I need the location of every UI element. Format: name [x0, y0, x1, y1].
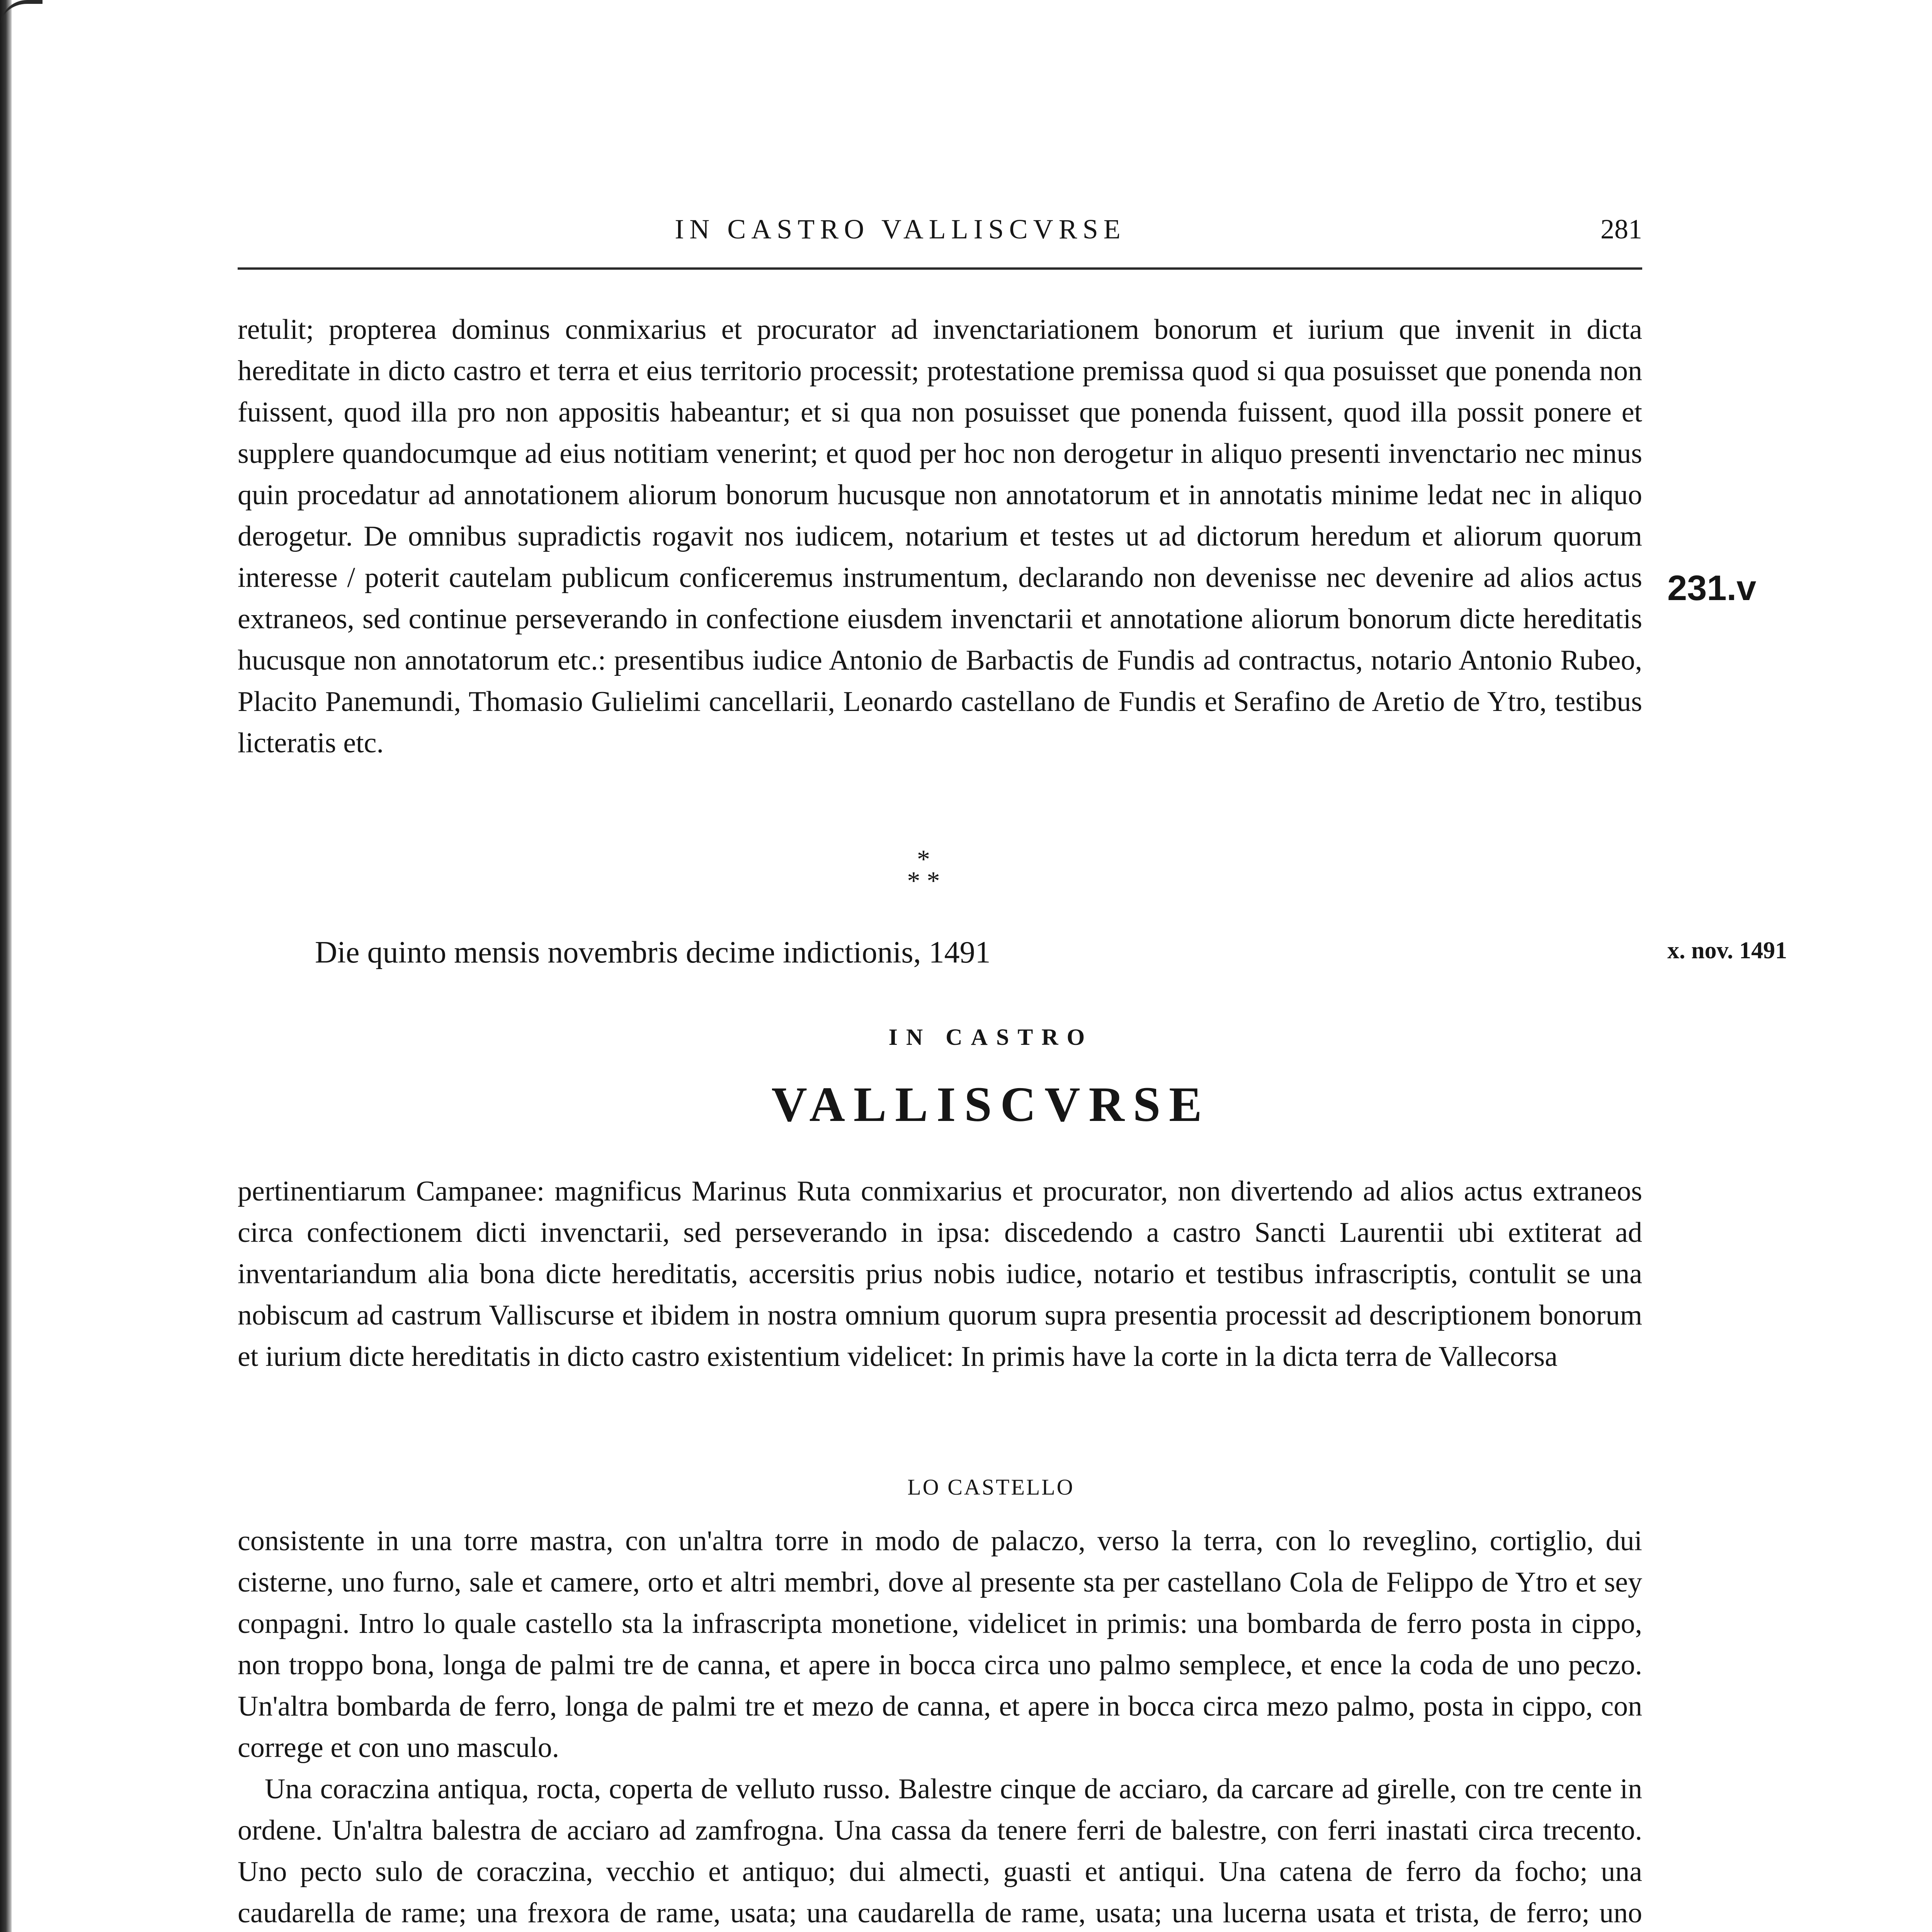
paragraph-3-text: consistente in una torre mastra, con un'altra torre in modo de palaczo, verso la terra, con lo reveglino, cortiglio, dui cisterne, uno furno, sale et camere, orto et altri membri, dove al presente sta per castellano Cola de Felippo de Ytro et sey conpagni. Intro lo quale castello sta la infrascripta monetione, videlicet in primis: una bombarda de ferro posta in cippo, non troppo bona, longa de palmi tre de canna, et apere in bocca circa uno palmo semplece, et ence la coda de uno peczo. Un'altra bombarda de ferro, longa de palmi tre et mezo de canna, et apere in bocca circa mezo palmo, posta in cippo, con correge et con uno masculo. — [238, 1525, 1642, 1764]
paragraph-consistente — [238, 1520, 1642, 1932]
page-edge-shadow — [0, 0, 12, 1932]
date-line: Die quinto mensis novembris decime indictionis, 1491 — [315, 935, 991, 969]
folio-note-231v: 231.v — [1667, 568, 1757, 608]
paragraph-4-text: Una coraczina antiqua, rocta, coperta de velluto russo. Balestre cinque de acciaro, da carcare ad girelle, con tre cente in ordene. Un'altra balestra de acciaro ad zamfrogna. Una cassa da tenere ferri de balestre, con ferri inastati circa trecento. Uno pecto sulo de coraczina, vecchio et antiquo; dui almecti, guasti et antiqui. Una catena de ferro da focho; una caudarella de rame; una frexora de rame, usata; una caudarella de rame, usata; una lucerna usata et trista, de ferro; uno — [238, 1773, 1642, 1929]
section-heading-large: VALLISCVRSE — [771, 1077, 1211, 1132]
date-margin-note: x. nov. 1491 — [1667, 937, 1787, 964]
running-head — [238, 213, 1642, 248]
subheading-lo-castello: LO CASTELLO — [907, 1475, 1075, 1500]
paragraph-retulit — [238, 309, 1642, 764]
section-heading-small: IN CASTRO — [888, 1024, 1094, 1050]
paragraph-1-text: retulit; propterea dominus conmixarius et procurator ad invenctariationem bonorum et iurium que invenit in dicta hereditate in dicto castro et terra et eius territorio processit; protestatione premissa quod si qua posuisset que ponenda non fuissent, quod illa pro non appositis habeantur; et si qua non posuisset que ponenda fuissent, quod illa possit ponere et supplere quandocumque ad eius notitiam venerint; et quod per hoc non derogetur in aliquo presenti invenctario nec minus quin procedatur ad annotationem aliorum bonorum hucusque non annotatorum et in annotatis minime ledat nec in aliquo derogetur. De omnibus supradictis rogavit nos iudicem, notarium et testes ut ad dictorum heredum et aliorum quorum interesse / poterit cautelam publicum conficeremus instrumentum, declarando non devenisse nec devenire ad alios actus extraneos, sed continue perseverando in confectione eiusdem invenctarii et annotatione aliorum bonorum dicte hereditatis hucusque non annotatorum etc.: presentibus iudice Antonio de Barbactis de Fundis ad contractus, notario Antonio Rubeo, Placito Panemundi, Thomasio Gulielimi cancellarii, Leonardo castellano de Fundis et Serafino de Aretio de Ytro, testibus licteratis etc. — [238, 314, 1642, 759]
asterism — [893, 844, 954, 906]
paragraph-2-text: pertinentiarum Campanee: magnificus Marinus Ruta conmixarius et procurator, non divertendo ad alios actus extraneos circa confectionem dicti invenctarii, sed perseverando in ipsa: discedendo a castro Sancti Laurentii ubi extiterat ad inventariandum alia bona dicte hereditatis, accersitis prius nobis iudice, notario et testibus infrascriptis, contulit se una nobiscum ad castrum Valliscurse et ibidem in nostra omnium quorum supra presentia processit ad descriptionem bonorum et iurium dicte hereditatis in dicto castro existentium videlicet: In primis have la corte in la dicta terra de Vallecorsa — [238, 1175, 1642, 1372]
paragraph-pertinentiarum — [238, 1171, 1642, 1378]
header-rule — [238, 267, 1642, 270]
page-number: 281 — [1600, 214, 1642, 245]
asterism-bottom: * * — [907, 866, 940, 895]
running-head-title: IN CASTRO VALLISCVRSE — [675, 214, 1126, 245]
asterism-top: * — [917, 844, 930, 874]
